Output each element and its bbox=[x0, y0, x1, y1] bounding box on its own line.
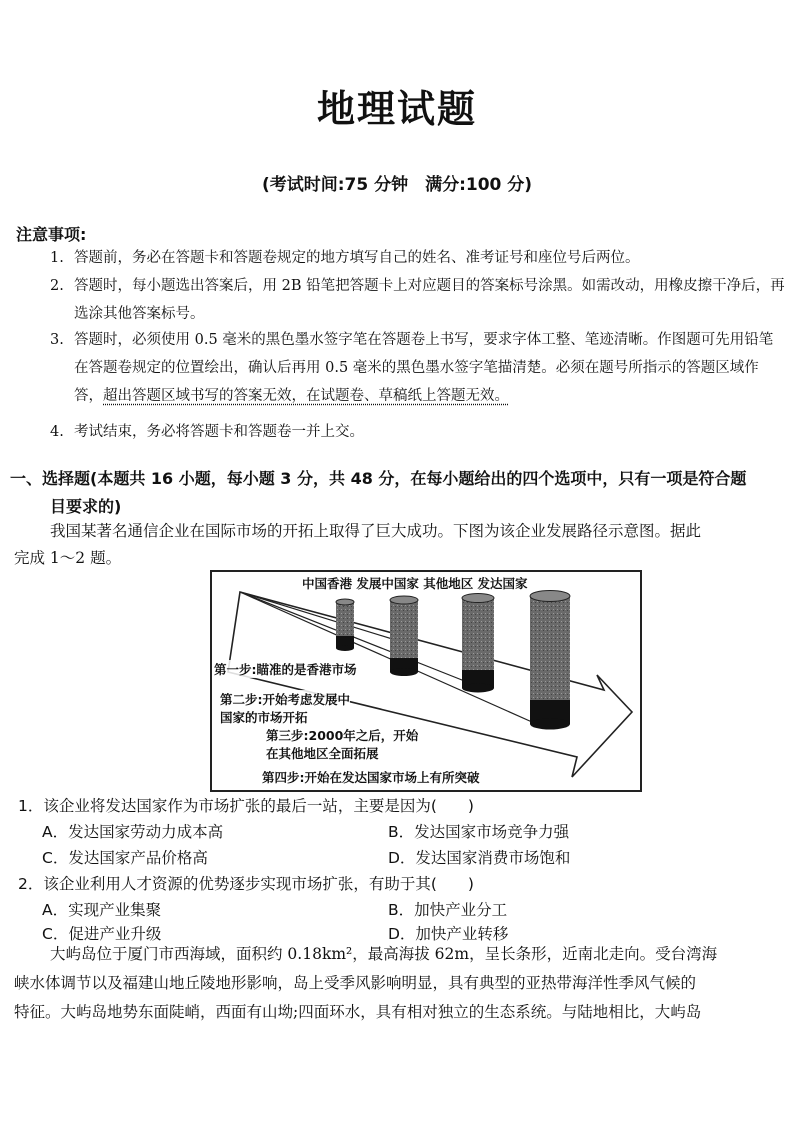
section-line: 目要求的) bbox=[50, 497, 122, 516]
notice-item-1 bbox=[50, 244, 785, 272]
figure-step-1: 第一步:瞄准的是香港市场 bbox=[214, 662, 357, 677]
development-path-figure bbox=[210, 570, 642, 792]
cylinder-hong-kong bbox=[390, 596, 418, 676]
notice-number: 2. bbox=[50, 278, 64, 294]
notice-item-4 bbox=[50, 418, 785, 446]
question-2-option-a: A．实现产业集聚 bbox=[42, 901, 162, 919]
notice-number: 4. bbox=[50, 424, 64, 440]
section-line: 一、选择题(本题共 16 小题，每小题 3 分，共 48 分，在每小题给出的四个选项中，只有一项是符合题 bbox=[10, 469, 747, 488]
question-2-option-d: D．加快产业转移 bbox=[388, 925, 509, 943]
question-intro bbox=[14, 518, 789, 572]
notice-item-2 bbox=[50, 272, 785, 328]
passage-line: 峡水体调节以及福建山地丘陵地形影响，岛上受季风影响明显，具有典型的亚热带海洋性季风气候的 bbox=[14, 974, 697, 992]
cylinder-other-regions bbox=[530, 591, 570, 730]
notice-text: 答题前，务必在答题卡和答题卷规定的地方填写自己的姓名、准考证号和座位号后两位。 bbox=[74, 250, 640, 266]
cylinder-developing-countries bbox=[462, 594, 494, 693]
intro-line: 我国某著名通信企业在国际市场的开拓上取得了巨大成功。下图为该企业发展路径示意图。据此 bbox=[50, 522, 702, 540]
figure-region-labels: 中国香港 发展中国家 其他地区 发达国家 bbox=[302, 576, 528, 591]
figure-step-2a: 第二步:开始考虑发展中 bbox=[220, 692, 350, 707]
page-title: 地理试题 bbox=[316, 87, 477, 131]
question-2-option-c: C．促进产业升级 bbox=[42, 925, 162, 943]
notice-heading: 注意事项: bbox=[16, 225, 87, 244]
figure-step-3a: 第三步:2000年之后，开始 bbox=[266, 728, 419, 743]
question-1-option-b: B．发达国家市场竞争力强 bbox=[388, 823, 570, 841]
notice-text: 答题时，每小题选出答案后，用 2B 铅笔把答题卡上对应题目的答案标号涂黑。如需改动，用橡皮擦干净后，再选涂其他答案标号。 bbox=[74, 278, 785, 322]
passage-line: 特征。大屿岛地势东面陡峭，西面有山坳;四面环水，具有相对独立的生态系统。与陆地相比，大屿岛 bbox=[14, 1003, 702, 1021]
figure-step-2b: 国家的市场开拓 bbox=[220, 710, 308, 725]
notice-text: 考试结束，务必将答题卡和答题卷一并上交。 bbox=[74, 424, 364, 440]
section-heading bbox=[10, 465, 788, 521]
cylinder-developed-countries bbox=[336, 599, 354, 651]
notice-number: 3. bbox=[50, 332, 64, 348]
figure-step-4: 第四步:开始在发达国家市场上有所突破 bbox=[262, 770, 480, 785]
question-2-option-b: B．加快产业分工 bbox=[388, 901, 508, 919]
notice-emphasis: 超出答题区域书写的答案无效，在试题卷、草稿纸上答题无效。 bbox=[103, 388, 509, 404]
question-1-option-a: A．发达国家劳动力成本高 bbox=[42, 823, 224, 841]
intro-line: 完成 1～2 题。 bbox=[14, 549, 122, 567]
notice-text-part: 答题时，必须使用 0.5 毫米的黑色墨水签字笔在答题卷上书写，要求字体工整、笔迹清晰。作图题可先用铅笔在答题卷规定的位置绘出，确认后再用 0.5 毫米的黑色墨水签字笔描清楚。必须在题号所指示的答题区域作答， bbox=[74, 332, 774, 404]
notice-number: 1. bbox=[50, 250, 64, 266]
question-2-stem: 2．该企业利用人才资源的优势逐步实现市场扩张，有助于其( ) bbox=[18, 875, 474, 893]
notice-item-3 bbox=[50, 326, 785, 410]
question-1-stem: 1．该企业将发达国家作为市场扩张的最后一站，主要是因为( ) bbox=[18, 797, 474, 815]
path-guide-line bbox=[240, 592, 402, 642]
question-1-option-d: D．发达国家消费市场饱和 bbox=[388, 849, 571, 867]
figure-step-3b: 在其他地区全面拓展 bbox=[266, 746, 379, 761]
question-1-option-c: C．发达国家产品价格高 bbox=[42, 849, 208, 867]
passage bbox=[14, 940, 789, 1027]
notice-text-3 bbox=[74, 326, 785, 410]
passage-line: 大屿岛位于厦门市西海域，面积约 0.18km²，最高海拔 62m，呈长条形，近南北走向。受台湾海 bbox=[50, 945, 718, 963]
exam-info: (考试时间:75 分钟 满分:100 分) bbox=[261, 175, 533, 195]
